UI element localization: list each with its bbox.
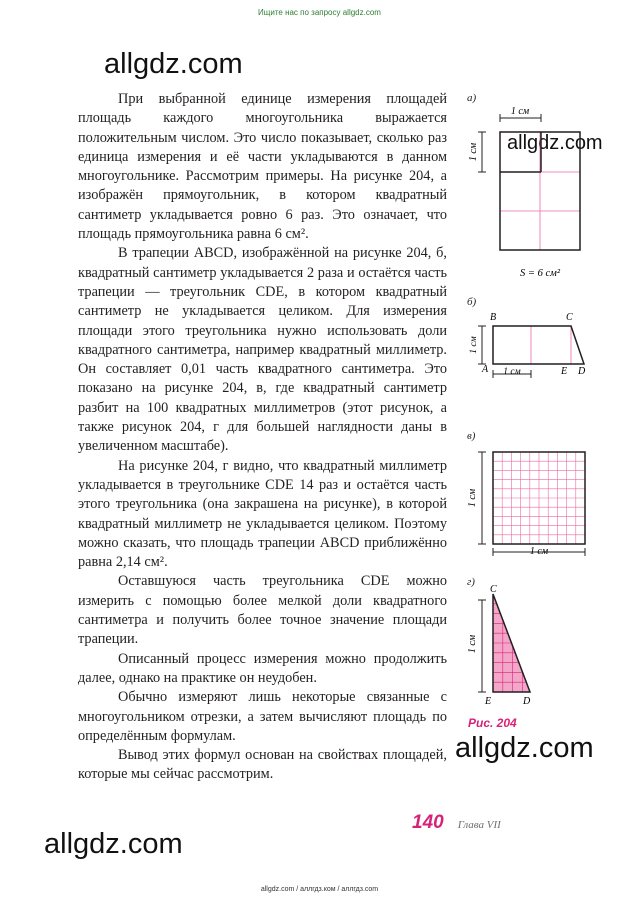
figure-b-vertex-e: E	[561, 366, 568, 377]
figure-a-label: а)	[467, 92, 477, 104]
figure-c-grid	[460, 446, 595, 566]
figure-d-vertex-e: E	[485, 696, 492, 707]
paragraph: Описанный процесс измерения можно продолжить далее, однако на практике он неудобен.	[78, 650, 447, 686]
figure-b-vertex-b: B	[490, 312, 497, 323]
paragraph: Оставшуюся часть треугольника CDE можно измерить с помощью более мелкой доли квадратного сантиметра и получить более точное значение площади трапеции.	[78, 573, 447, 648]
figure-a-rectangle	[460, 100, 590, 285]
figure-d-label: г)	[467, 576, 475, 588]
figure-d-vertex-d: D	[523, 696, 531, 707]
paragraph: Вывод этих формул основан на свойствах площадей, которые мы сейчас рассмотрим.	[78, 747, 447, 783]
page-number: 140	[412, 812, 444, 833]
watermark: allgdz.com	[507, 132, 603, 154]
figure-caption: Рис. 204	[468, 716, 517, 730]
figure-b-label: б)	[467, 296, 477, 308]
figure-b-vertex-c: C	[566, 312, 573, 323]
figure-d-vertex-c: C	[490, 584, 497, 595]
figure-b-vertex-d: D	[578, 366, 586, 377]
paragraph: Обычно измеряют лишь некоторые связанные с многоугольником отрезки, а затем вычисляют площадь по определённым формулам.	[78, 689, 447, 744]
top-banner: Ищите нас по запросу allgdz.com	[258, 8, 381, 17]
figure-b-bottom-unit: 1 см	[503, 367, 521, 377]
figure-a-top-unit: 1 см	[510, 106, 530, 117]
watermark: allgdz.com	[455, 732, 594, 764]
figure-b-side-unit: 1 см	[469, 336, 479, 354]
watermark: allgdz.com	[44, 828, 183, 860]
page-footer	[412, 812, 501, 834]
paragraph: В трапеции ABCD, изображённой на рисунке 204, б, квадратный сантиметр укладывается 2 раза и остаётся часть трапеции — треугольник CDE, в котором квадратный сантиметр не укладывается целиком. Для измерения площади этого треугольника нужно использовать доли квадратного сантиметра, например квадратный миллиметр. Он составляет 0,01 часть квадратного сантиметра. Это показано на рисунке 204, в, где квадратный сантиметр разбит на 100 квадратных миллиметров (этот рисунок, а также рисунок 204, г для большей наглядности даны в увеличенном масштабе).	[78, 245, 447, 455]
figure-a-area: S = 6 см²	[520, 268, 560, 279]
figure-c-label: в)	[467, 430, 476, 442]
paragraph: При выбранной единице измерения площадей площадь каждого многоугольника выражается положительным числом. Это число показывает, сколько раз единица измерения и её части укладываются в данном многоугольнике. Рассмотрим примеры. На рисунке 204, а изображён прямоугольник, в котором квадратный сантиметр укладывается ровно 6 раз. Это означает, что площадь прямоугольника равна 6 см².	[78, 91, 447, 243]
figure-d-triangle	[460, 582, 570, 712]
paragraph: На рисунке 204, г видно, что квадратный миллиметр укладывается в треугольнике CDE 14 раз и остаётся часть этого треугольника (она закрашена на рисунке), в которой квадратный миллиметр не укладывается целиком. Поэтому можно сказать, что площадь трапеции ABCD приближённо равна 2,14 см².	[78, 457, 447, 571]
figure-c-bottom-unit: 1 см	[529, 546, 549, 557]
chapter-label: Глава VII	[457, 819, 501, 831]
figure-b-trapezoid	[460, 308, 595, 386]
figure-a-side-unit: 1 см	[468, 142, 479, 162]
figure-c-side-unit: 1 см	[467, 488, 478, 508]
figure-d-side-unit: 1 см	[467, 634, 478, 654]
watermark: allgdz.com	[104, 48, 243, 80]
bottom-banner: allgdz.com / аллгдз.ком / аллгдз.com	[260, 886, 379, 893]
body-text	[78, 90, 447, 785]
figure-b-vertex-a: A	[482, 364, 489, 375]
